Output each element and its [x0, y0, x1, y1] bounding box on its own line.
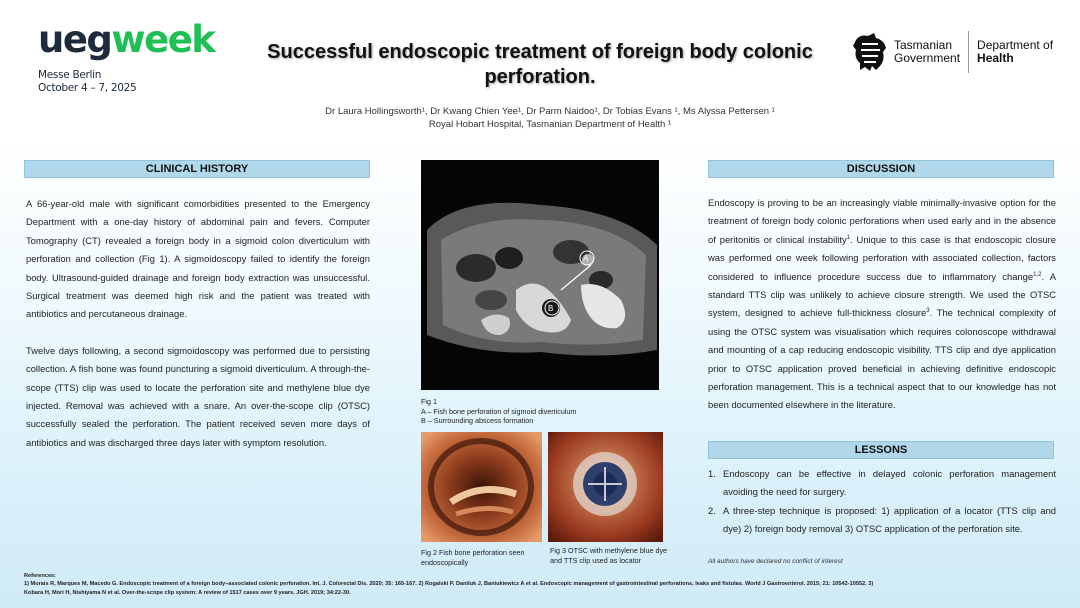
- ueg-week-wordmark: uegweek: [38, 18, 215, 61]
- reference-line: Kobara H, Mori H, Nishiyama N et al. Over-the-scope clip system: A review of 1517 cases over 9 years. JGH. 2019; 34:22-30.: [24, 589, 351, 596]
- clinical-history-paragraph: Twelve days following, a second sigmoidoscopy was performed due to persisting collection. A fish bone was found puncturing a sigmoid diverticulum. A through-the-scope (TTS) clip was used to locate the perforation site and methylene blue dye injected. Removal was achieved with a snare. An over-the-scope clip (OTSC) successfully sealed the perforation. The patient received seven more days of antibiotics and was discharged three days later with symptom resolution.: [26, 344, 370, 448]
- fig2-caption: Fig 2 Fish bone perforation seen endoscopically: [421, 548, 525, 567]
- tasmanian-tiger-icon: [850, 30, 890, 74]
- lesson-item: 1. Endoscopy can be effective in delayed colonic perforation management avoiding the need for surgery.: [708, 468, 1056, 498]
- conflict-disclaimer: All authors have declared no conflict of interest: [708, 558, 843, 565]
- ct-scan-image: [421, 160, 659, 390]
- fig1-marker-b: B: [548, 304, 554, 313]
- fig1-caption: Fig 1 A – Fish bone perforation of sigmoid diverticulum B – Surrounding abscess formation: [421, 397, 577, 425]
- discussion-heading: DISCUSSION: [708, 160, 1054, 178]
- logo-divider: [968, 31, 969, 73]
- tas-gov-text: Tasmanian Government: [894, 38, 961, 65]
- endoscopy-image-otsc: [548, 432, 663, 542]
- fig3-caption: Fig 3 OTSC with methylene blue dye and TTS clip used as locator: [550, 546, 668, 565]
- event-venue: Messe Berlin: [38, 69, 102, 81]
- event-dates: October 4 – 7, 2025: [38, 82, 137, 94]
- lessons-heading: LESSONS: [708, 441, 1054, 459]
- references-heading: References:: [24, 573, 57, 579]
- reference-line: 1) Morais R, Marques M, Macedo G. Endoscopic treatment of a foreign body–associated colonic perforation. Int. J. Colorectal Dis. 2020; 35: 165-167. 2) Rogalski P, Daniluk J, Baniukiewicz A et al. Endoscopic management of gastrointestinal perforations, leaks and fistulas. World J Gastroenterol. 2015; 21: 10542-10552. 3): [24, 581, 874, 588]
- poster-title: Successful endoscopic treatment of foreign body colonic perforation.: [267, 41, 813, 88]
- references: [24, 572, 1064, 597]
- ueg-week-logo: [38, 20, 214, 95]
- discussion-body: Endoscopy is proving to be an increasingly viable minimally-invasive option for the treatment of foreign body colonic perforations when used early and in the absence of peritonitis or clinical instability$^1$. Unique to this case is that endoscopic closure was performed one week following perforation with associated collection, factors considered to influence procedure success due to inflammatory change$^{1,2}$. A standard TTS clip was unlikely to achieve closure strength. We used the OTSC system, designed to achieve full-thickness closure$^3$. The technical complexity of using the OTSC system was visualisation which requires colonoscope withdrawal and mounting of a cap reducing endoscopic visibility. TTS clip and dye application prior to OTSC application proved beneficial in achieving definitive endoscopic perforation management. This is a technical aspect that to our knowledge has not been documented elsewhere in the literature.: [708, 197, 1056, 411]
- tasmanian-government-logo: [850, 30, 1053, 74]
- authors-line: Dr Laura Hollingsworth¹, Dr Kwang Chien Yee¹, Dr Parm Naidoo¹, Dr Tobias Evans ¹, Ms Alyssa Pettersen ¹: [325, 106, 775, 117]
- clinical-history-paragraph: A 66-year-old male with significant comorbidities presented to the Emergency Department with a one-day history of abdominal pain and fevers. Computer Tomography (CT) revealed a foreign body in a sigmoid colon diverticulum with perforation and collection (Fig 1). A sigmoidoscopy failed to identify the foreign body. Ultrasound-guided drainage and foreign body extraction was unsuccessful. Surgical treatment was deemed high risk and the patient was treated with antibiotics and percutaneous drainage.: [26, 198, 370, 320]
- endoscopy-image-fish-bone: [421, 432, 542, 542]
- clinical-history-heading: CLINICAL HISTORY: [24, 160, 370, 178]
- ct-scan-illustration: [421, 160, 659, 390]
- fig1-marker-a: A: [583, 254, 589, 263]
- lessons-list: [708, 465, 1056, 539]
- department-text: Department of Health: [977, 38, 1054, 65]
- lesson-item: 2. A three-step technique is proposed: 1) application of a locator (TTS clip and dye) 2) foreign body removal 3) OTSC application of the perforation site.: [708, 504, 1056, 535]
- affiliation-line: Royal Hobart Hospital, Tasmanian Department of Health ¹: [428, 119, 672, 130]
- event-info: [38, 69, 214, 95]
- authors-block: [240, 105, 860, 131]
- clinical-history-body: [26, 195, 370, 470]
